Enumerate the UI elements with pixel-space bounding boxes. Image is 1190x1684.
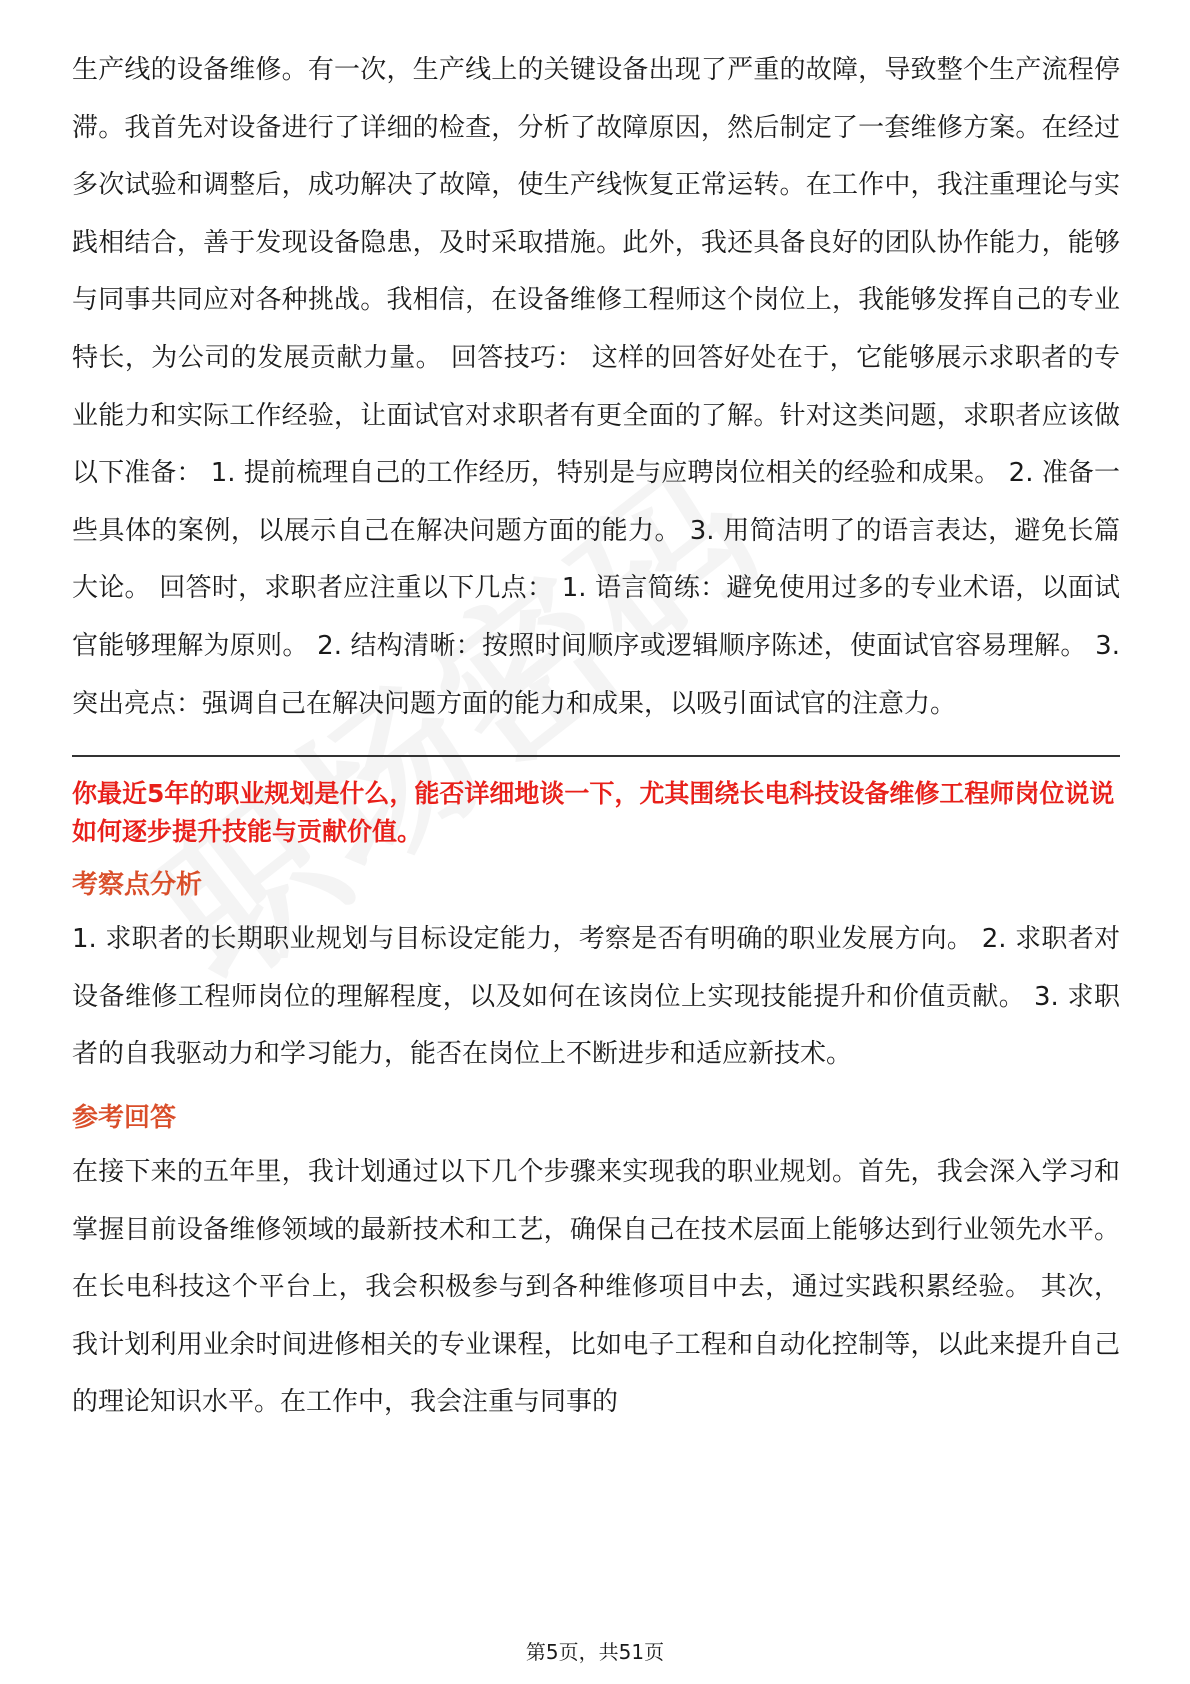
reference-answer-heading: 参考回答 [72, 1102, 177, 1133]
previous-answer-text: 生产线的设备维修。有一次，生产线上的关键设备出现了严重的故障，导致整个生产流程停滞。我首先对设备进行了详细的检查，分析了故障原因，然后制定了一套维修方案。在经过多次试验和调整后，成功解决了故障，使生产线恢复正常运转。在工作中，我注重理论与实践相结合，善于发现设备隐患，及时采取措施。此外，我还具备良好的团队协作能力，能够与同事共同应对各种挑战。我相信，在设备维修工程师这个岗位上，我能够发挥自己的专业特长，为公司的发展贡献力量。 回答技巧： 这样的回答好处在于，它能够展示求职者的专业能力和实际工作经验，让面试官对求职者有更全面的了解。针对这类问题，求职者应该做以下准备： 1. 提前梳理自己的工作经历，特别是与应聘岗位相关的经验和成果。 2. 准备一些具体的案例，以展示自己在解决问题方面的能力。 3. 用简洁明了的语言表达，避免长篇大论。 回答时，求职者应注重以下几点： 1. 语言简练：避免使用过多的专业术语，以面试官能够理解为原则。 2. 结构清晰：按照时间顺序或逻辑顺序陈述，使面试官容易理解。 3. 突出亮点：强调自己在解决问题方面的能力和成果，以吸引面试官的注意力。 [72, 55, 1120, 719]
section-divider [72, 755, 1120, 757]
analysis-text: 1. 求职者的长期职业规划与目标设定能力，考察是否有明确的职业发展方向。 2. 求职者对设备维修工程师岗位的理解程度，以及如何在该岗位上实现技能提升和价值贡献。 3. 求职者的自我驱动力和学习能力，能否在岗位上不断进步和适应新技术。 [72, 924, 1120, 1070]
section-spacer [72, 1084, 1120, 1098]
interview-question: 你最近5年的职业规划是什么，能否详细地谈一下，尤其围绕长电科技设备维修工程师岗位说说如何逐步提升技能与贡献价值。 [72, 779, 1115, 847]
analysis-heading: 考察点分析 [72, 870, 203, 901]
page-content [72, 42, 1120, 1432]
reference-answer-text: 在接下来的五年里，我计划通过以下几个步骤来实现我的职业规划。首先，我会深入学习和掌握目前设备维修领域的最新技术和工艺，确保自己在技术层面上能够达到行业领先水平。在长电科技这个平台上，我会积极参与到各种维修项目中去，通过实践积累经验。 其次，我计划利用业余时间进修相关的专业课程，比如电子工程和自动化控制等，以此来提升自己的理论知识水平。在工作中，我会注重与同事的 [72, 1156, 1120, 1418]
page-number: 第5页，共51页 [525, 1640, 665, 1664]
